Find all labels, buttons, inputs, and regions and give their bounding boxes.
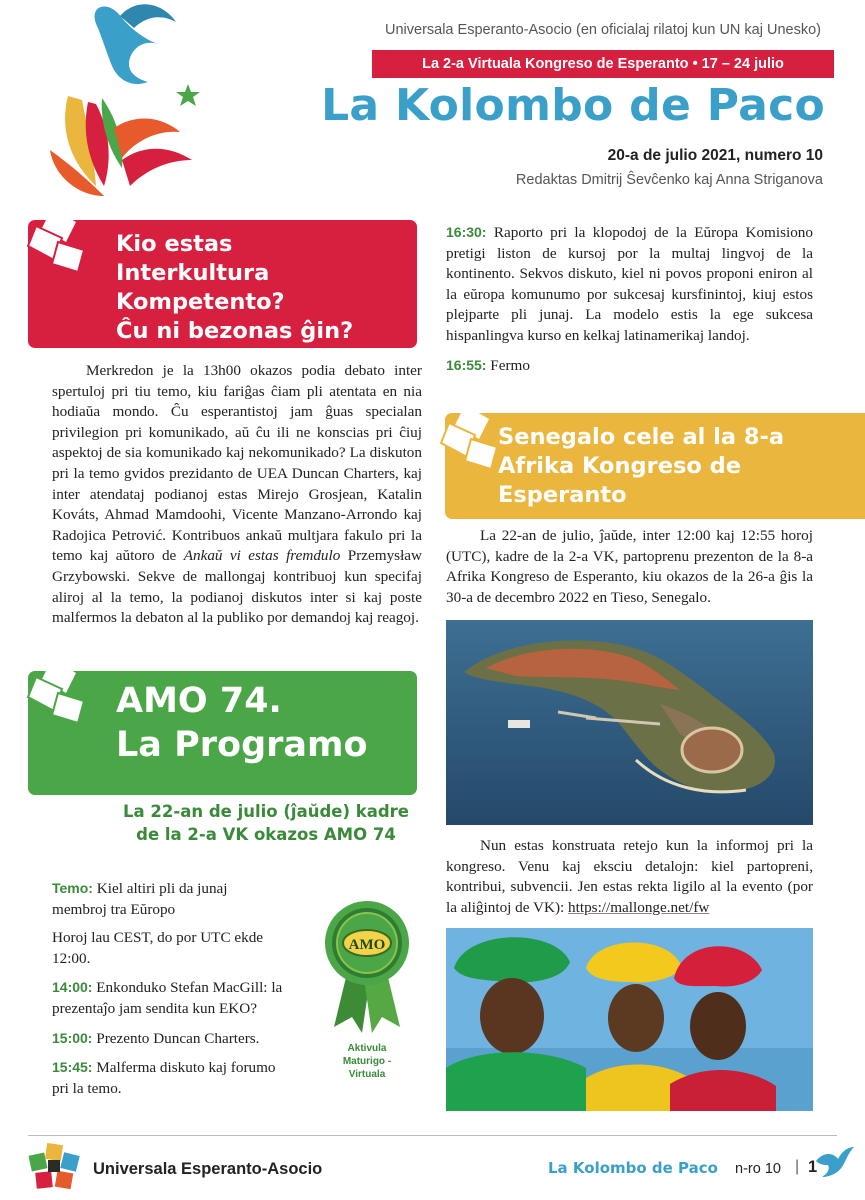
footer-divider [28, 1135, 837, 1136]
page-number: 1 [808, 1158, 818, 1176]
footer-separator: | [795, 1158, 800, 1175]
article-title: Senegalo cele al la 8-a Afrika Kongreso de Esperanto [498, 424, 785, 508]
banner-intercultural-competence [28, 220, 417, 348]
editors-line: Redaktas Dmitrij Ŝevĉenko kaj Anna Striganova [515, 172, 823, 188]
banner-senegal [445, 413, 865, 519]
book-title: Ankaŭ vi estas fremdulo [183, 547, 341, 565]
program-theme: Temo: Kiel altiri pli da junaj membroj tra Eŭropo [52, 880, 228, 918]
article-body-senegal-2: Nun estas konstruata retejo kun la informoj pri la kongreso. Venu kaj eksciu detalojn: kiel partopreni, kontribui, subvencii. Jen estas rekta ligilo al la evento (por la aliĝintoj de VK): https://mallonge.net/fw [446, 837, 813, 916]
program-item: 15:45: Malferma diskuto kaj forumo pri la temo. [52, 1059, 276, 1097]
article-title: Kio estas Interkultura Kompetento? Ĉu ni bezonas ĝin? [116, 231, 354, 344]
amo-subheading: La 22-an de julio (ĵaŭde) kadre de la 2-a VK okazos AMO 74 [123, 802, 409, 844]
footer-issue-number: n-ro 10 [735, 1161, 781, 1177]
uea-logo-icon [26, 1140, 82, 1196]
event-link[interactable]: https://mallonge.net/fw [568, 898, 710, 916]
badge-text: AMO [348, 937, 386, 953]
issue-date: 20-a de julio 2021, numero 10 [607, 147, 823, 164]
badge-caption: Aktivula Maturigo - Virtuala [342, 1043, 392, 1080]
island-aerial-photo [446, 620, 813, 825]
program-item: 16:55: Fermo [446, 356, 530, 374]
amo-badge-icon [312, 895, 422, 1035]
footer-newsletter-title: La Kolombo de Paco [548, 1159, 718, 1177]
women-headwraps-photo [446, 928, 813, 1111]
congress-banner: La 2-a Virtuala Kongreso de Esperanto • 17 – 24 julio [372, 50, 834, 78]
article-body-senegal: La 22-an de julio, ĵaŭde, inter 12:00 kaj 12:55 horoj (UTC), kadre de la 2-a VK, partoprenu prezenton de la 8-a Afrika Kongreso de Esperanto, kiu okazos de la 26-a ĝis la 30-a de decembro 2022 en Tieso, Senegalo. [446, 527, 813, 606]
organization-line: Universala Esperanto-Asocio (en oficialaj rilatoj kun UN kaj Unesko) [385, 22, 821, 38]
amo-program-list [52, 878, 285, 1107]
article-body-intercultural: Merkredon je la 13h00 okazos podia debato inter spertuloj pri tiu temo, kiu fariĝas ĉiam pli atentata en nia hodiaŭa mondo. Ĉu esperantistoj jam ĝuas specialan privilegion pri komunikado, aŭ ĉu ili ne konscias pri ĉiuj aspektoj de sia komunikado kaj nekomunikado? La diskuton pri la temo gvidos prezidanto de UEA Duncan Charters, kaj inter atendataj podianoj estas Mirejo Grosjean, Katalin Kováts, Ahmad Mamdoohi, Vicente Manzano-Arrondo kaj Radojica Petrović. Kontribuos ankaŭ multjara fakulo pri la temo kaj aŭtoro de Ankaŭ vi estas fremdulo Przemysław Grzybowski. Sekve de mallongaj kontribuoj kun specifaj aliroj al la temo, la podianoj diskutos inter si kaj poste malfermos la debaton al la publiko por demandoj kaj reagoj. [52, 362, 423, 627]
papers-icon [435, 401, 507, 473]
program-hours: Horoj lau CEST, do por UTC ekde 12:00. [52, 929, 264, 967]
banner-amo-program [28, 671, 417, 795]
amo-program-continued [446, 222, 813, 384]
papers-icon [22, 204, 94, 276]
dove-icon [812, 1143, 856, 1183]
dove-logo [38, 0, 208, 200]
program-item: 16:30: Raporto pri la klopodoj de la Eŭropa Komisiono pretigi liston de kursoj por la multaj lingvoj de la kontinento. Sekvos diskuto, kiel ni povos proponi eniron al la eŭropa komunumo por sukcesaj kursfinintoj, kiuj estos plejparte pli junaj. La modelo estis la ege sukcesa hispanlingva kurso en kelkaj latinamerikaj landoj. [446, 224, 813, 344]
papers-icon [22, 655, 94, 727]
article-title: AMO 74. La Programo [116, 681, 368, 765]
program-item: 14:00: Enkonduko Stefan MacGill: la prezentaĵo jam sendita kun EKO? [52, 979, 283, 1017]
program-item: 15:00: Prezento Duncan Charters. [52, 1029, 260, 1047]
footer-organization: Universala Esperanto-Asocio [93, 1160, 323, 1178]
masthead-title: La Kolombo de Paco [321, 80, 825, 131]
